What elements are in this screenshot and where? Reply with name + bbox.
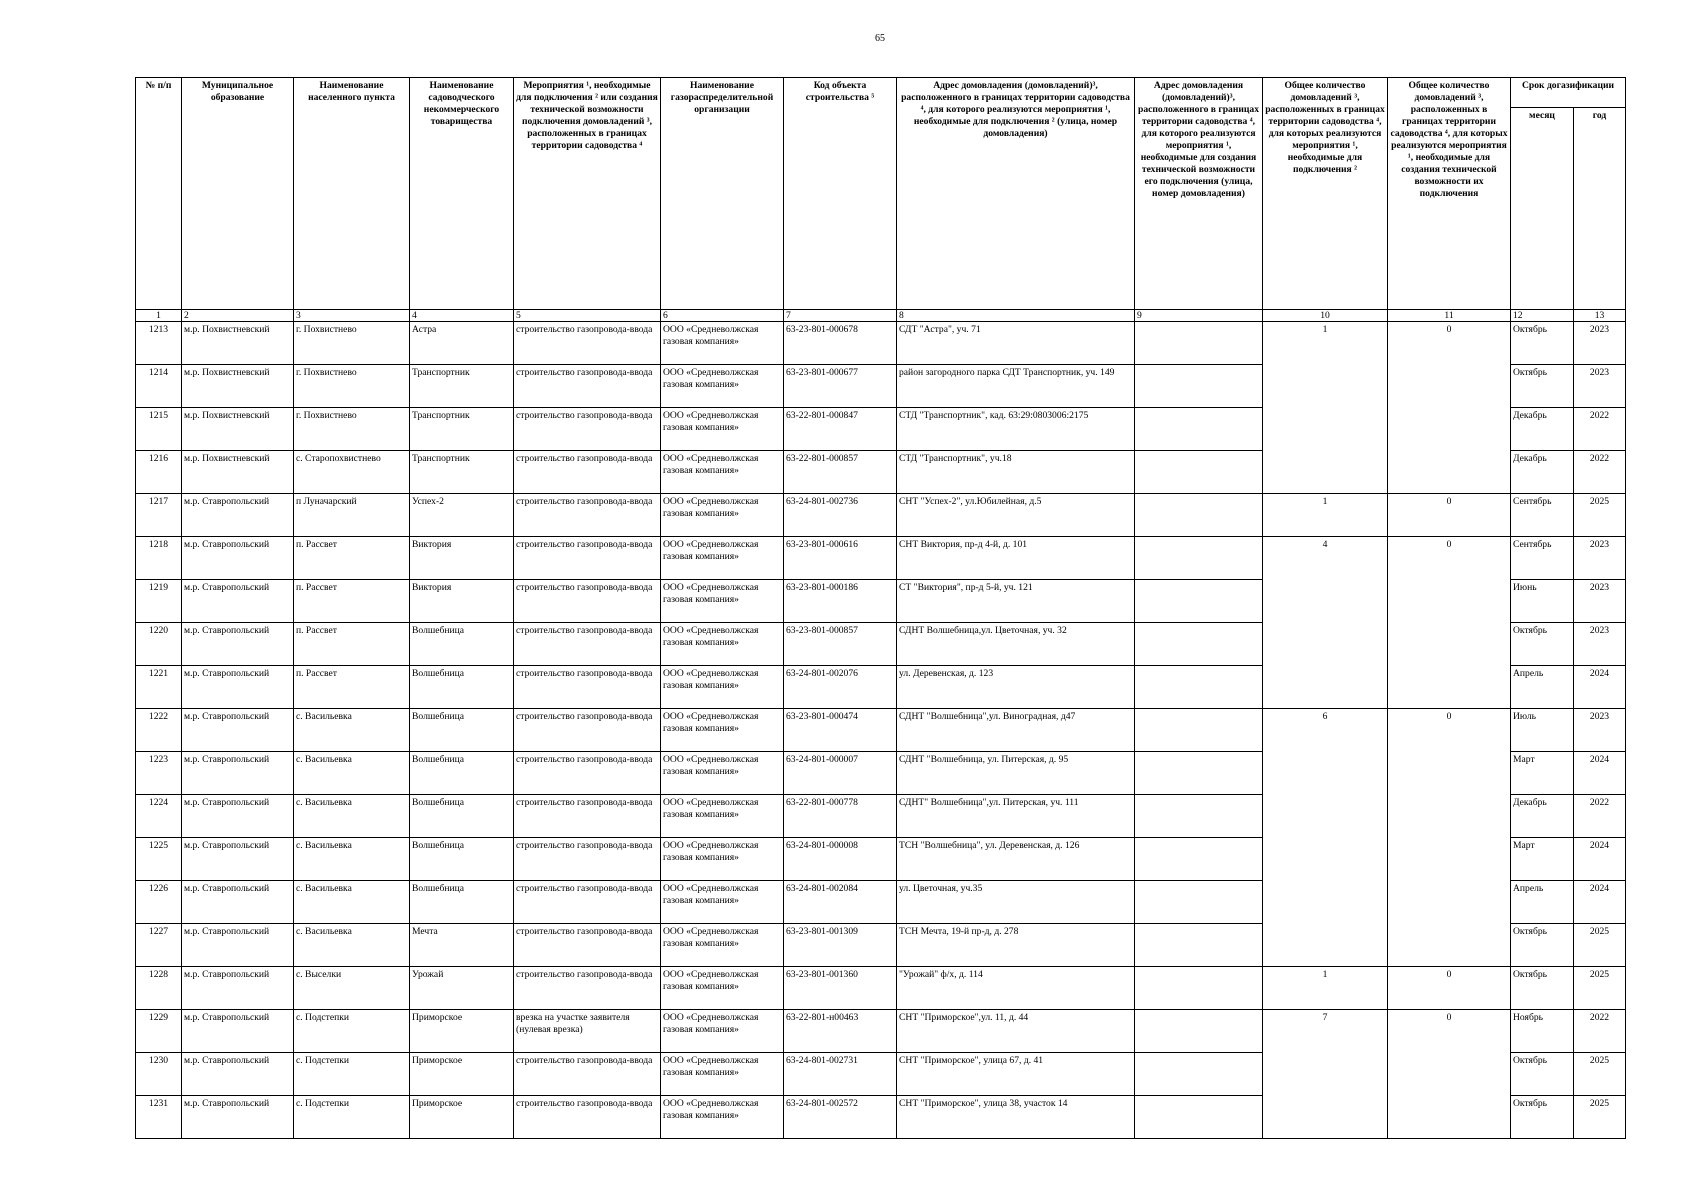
count-tech: 0: [1388, 967, 1511, 1010]
column-number: 8: [897, 310, 1135, 322]
settlement: с. Васильевка: [294, 795, 410, 838]
measure: строительство газопровода-ввода: [514, 623, 661, 666]
column-number: 6: [661, 310, 784, 322]
settlement: с. Подстепки: [294, 1096, 410, 1139]
gasification-month: Июнь: [1511, 580, 1574, 623]
garden-partnership: Приморское: [410, 1096, 514, 1139]
row-number: 1223: [136, 752, 182, 795]
garden-partnership: Астра: [410, 322, 514, 365]
row-number: 1214: [136, 365, 182, 408]
settlement: п. Рассвет: [294, 666, 410, 709]
header-col-1: № п/п: [136, 78, 182, 310]
settlement: п. Рассвет: [294, 623, 410, 666]
municipality: м.р. Ставропольский: [182, 623, 294, 666]
gas-distribution-org: ООО «Средневолжская газовая компания»: [661, 451, 784, 494]
gasification-year: 2022: [1574, 795, 1626, 838]
settlement: с. Васильевка: [294, 709, 410, 752]
column-number: 12: [1511, 310, 1574, 322]
garden-partnership: Транспортник: [410, 408, 514, 451]
column-number: 2: [182, 310, 294, 322]
gas-distribution-org: ООО «Средневолжская газовая компания»: [661, 795, 784, 838]
garden-partnership: Волшебница: [410, 709, 514, 752]
gasification-month: Март: [1511, 838, 1574, 881]
object-code: 63-24-801-002731: [784, 1053, 897, 1096]
household-address-connect: СТД "Транспортник", кад. 63:29:0803006:2175: [897, 408, 1135, 451]
garden-partnership: Транспортник: [410, 365, 514, 408]
gasification-month: Октябрь: [1511, 1096, 1574, 1139]
row-number: 1218: [136, 537, 182, 580]
gas-distribution-org: ООО «Средневолжская газовая компания»: [661, 1096, 784, 1139]
household-address-tech: [1135, 322, 1263, 365]
household-address-tech: [1135, 623, 1263, 666]
object-code: 63-24-801-000007: [784, 752, 897, 795]
garden-partnership: Волшебница: [410, 881, 514, 924]
row-number: 1229: [136, 1010, 182, 1053]
header-col-5: Мероприятия ¹, необходимые для подключения ² или создания технической возможности подключения домовладений ³, расположенных в границах территории садоводства ⁴: [514, 78, 661, 310]
gasification-year: 2023: [1574, 709, 1626, 752]
object-code: 63-22-801-000778: [784, 795, 897, 838]
table-row: [136, 537, 1626, 580]
household-address-tech: [1135, 881, 1263, 924]
settlement: г. Похвистнево: [294, 365, 410, 408]
household-address-connect: СДНТ Волшебница,ул. Цветочная, уч. 32: [897, 623, 1135, 666]
municipality: м.р. Ставропольский: [182, 1053, 294, 1096]
measure: строительство газопровода-ввода: [514, 580, 661, 623]
household-address-connect: СДНТ" Волшебница",ул. Питерская, уч. 111: [897, 795, 1135, 838]
gas-distribution-org: ООО «Средневолжская газовая компания»: [661, 1010, 784, 1053]
header-col-7: Код объекта строительства ⁵: [784, 78, 897, 310]
settlement: с. Выселки: [294, 967, 410, 1010]
municipality: м.р. Ставропольский: [182, 967, 294, 1010]
object-code: 63-24-801-002076: [784, 666, 897, 709]
gasification-month: Октябрь: [1511, 322, 1574, 365]
garden-partnership: Волшебница: [410, 666, 514, 709]
gas-distribution-org: ООО «Средневолжская газовая компания»: [661, 322, 784, 365]
measure: строительство газопровода-ввода: [514, 365, 661, 408]
gasification-month: Октябрь: [1511, 967, 1574, 1010]
garden-partnership: Приморское: [410, 1010, 514, 1053]
gas-distribution-org: ООО «Средневолжская газовая компания»: [661, 666, 784, 709]
gasification-year: 2022: [1574, 1010, 1626, 1053]
object-code: 63-23-801-001309: [784, 924, 897, 967]
object-code: 63-22-801-000847: [784, 408, 897, 451]
column-number: 4: [410, 310, 514, 322]
gas-distribution-org: ООО «Средневолжская газовая компания»: [661, 408, 784, 451]
header-col-12: месяц: [1511, 108, 1574, 310]
object-code: 63-22-801-н00463: [784, 1010, 897, 1053]
household-address-connect: СНТ "Приморское", улица 67, д. 41: [897, 1053, 1135, 1096]
page-number: 65: [875, 33, 885, 44]
count-connect: 1: [1263, 322, 1388, 494]
header-col-2: Муниципальное образование: [182, 78, 294, 310]
count-connect: 4: [1263, 537, 1388, 709]
household-address-tech: [1135, 795, 1263, 838]
row-number: 1219: [136, 580, 182, 623]
header-col-3: Наименование населенного пункта: [294, 78, 410, 310]
settlement: с. Старопохвистнево: [294, 451, 410, 494]
settlement: с. Васильевка: [294, 881, 410, 924]
garden-partnership: Мечта: [410, 924, 514, 967]
household-address-tech: [1135, 924, 1263, 967]
municipality: м.р. Ставропольский: [182, 494, 294, 537]
row-number: 1220: [136, 623, 182, 666]
gasification-year: 2023: [1574, 365, 1626, 408]
municipality: м.р. Похвистневский: [182, 322, 294, 365]
household-address-tech: [1135, 580, 1263, 623]
household-address-tech: [1135, 752, 1263, 795]
municipality: м.р. Ставропольский: [182, 795, 294, 838]
settlement: с. Васильевка: [294, 924, 410, 967]
header-col-13: год: [1574, 108, 1626, 310]
municipality: м.р. Ставропольский: [182, 881, 294, 924]
table-row: [136, 322, 1626, 365]
measure: строительство газопровода-ввода: [514, 408, 661, 451]
household-address-tech: [1135, 1053, 1263, 1096]
gasification-month: Октябрь: [1511, 365, 1574, 408]
gas-distribution-org: ООО «Средневолжская газовая компания»: [661, 623, 784, 666]
measure: строительство газопровода-ввода: [514, 1096, 661, 1139]
row-number: 1224: [136, 795, 182, 838]
household-address-connect: СНТ Виктория, пр-д 4-й, д. 101: [897, 537, 1135, 580]
header-gasification-term: Срок догазификации: [1511, 78, 1626, 108]
garden-partnership: Волшебница: [410, 838, 514, 881]
gasification-year: 2024: [1574, 666, 1626, 709]
household-address-connect: СНТ "Успех-2", ул.Юбилейная, д.5: [897, 494, 1135, 537]
measure: строительство газопровода-ввода: [514, 967, 661, 1010]
column-number: 13: [1574, 310, 1626, 322]
measure: строительство газопровода-ввода: [514, 881, 661, 924]
settlement: п. Рассвет: [294, 537, 410, 580]
gasification-year: 2025: [1574, 924, 1626, 967]
measure: строительство газопровода-ввода: [514, 451, 661, 494]
measure: строительство газопровода-ввода: [514, 709, 661, 752]
household-address-connect: ул. Цветочная, уч.35: [897, 881, 1135, 924]
household-address-connect: ТСН Мечта, 19-й пр-д, д. 278: [897, 924, 1135, 967]
household-address-connect: СДНТ "Волшебница",ул. Виноградная, д47: [897, 709, 1135, 752]
header-row: [136, 78, 1626, 108]
gasification-year: 2024: [1574, 752, 1626, 795]
gasification-month: Октябрь: [1511, 924, 1574, 967]
table-row: [136, 967, 1626, 1010]
measure: врезка на участке заявителя (нулевая врезка): [514, 1010, 661, 1053]
gasification-month: Июль: [1511, 709, 1574, 752]
household-address-connect: "Урожай" ф/х, д. 114: [897, 967, 1135, 1010]
object-code: 63-23-801-000857: [784, 623, 897, 666]
gasification-table: [135, 77, 1626, 1139]
column-number: 5: [514, 310, 661, 322]
municipality: м.р. Похвистневский: [182, 451, 294, 494]
column-number: 7: [784, 310, 897, 322]
gasification-year: 2025: [1574, 1096, 1626, 1139]
gasification-year: 2022: [1574, 451, 1626, 494]
object-code: 63-22-801-000857: [784, 451, 897, 494]
household-address-tech: [1135, 408, 1263, 451]
gasification-year: 2024: [1574, 838, 1626, 881]
object-code: 63-23-801-000474: [784, 709, 897, 752]
count-connect: 7: [1263, 1010, 1388, 1139]
settlement: с. Васильевка: [294, 752, 410, 795]
table-row: [136, 494, 1626, 537]
gas-distribution-org: ООО «Средневолжская газовая компания»: [661, 838, 784, 881]
header-col-11: Общее количество домовладений ³, расположенных в границах территории садоводства ⁴, для которых реализуются мероприятия ¹, необходимые для создания технической возможности их подключения: [1388, 78, 1511, 310]
measure: строительство газопровода-ввода: [514, 1053, 661, 1096]
header-col-9: Адрес домовладения (домовладений)³, расположенного в границах территории садоводства ⁴, для которого реализуются мероприятия ¹, необходимые для создания технической возможности его подключения (улица, номер домовладения): [1135, 78, 1263, 310]
gasification-year: 2025: [1574, 1053, 1626, 1096]
household-address-connect: СТД "Транспортник", уч.18: [897, 451, 1135, 494]
object-code: 63-23-801-000677: [784, 365, 897, 408]
table-row: [136, 1010, 1626, 1053]
row-number: 1213: [136, 322, 182, 365]
settlement: с. Подстепки: [294, 1010, 410, 1053]
gas-distribution-org: ООО «Средневолжская газовая компания»: [661, 709, 784, 752]
gasification-month: Декабрь: [1511, 795, 1574, 838]
household-address-tech: [1135, 709, 1263, 752]
household-address-tech: [1135, 666, 1263, 709]
object-code: 63-24-801-002084: [784, 881, 897, 924]
settlement: г. Похвистнево: [294, 322, 410, 365]
garden-partnership: Волшебница: [410, 752, 514, 795]
row-number: 1215: [136, 408, 182, 451]
garden-partnership: Урожай: [410, 967, 514, 1010]
gasification-month: Ноябрь: [1511, 1010, 1574, 1053]
municipality: м.р. Ставропольский: [182, 580, 294, 623]
household-address-connect: СНТ "Приморское", улица 38, участок 14: [897, 1096, 1135, 1139]
household-address-tech: [1135, 494, 1263, 537]
household-address-connect: СТ "Виктория", пр-д 5-й, уч. 121: [897, 580, 1135, 623]
count-connect: 6: [1263, 709, 1388, 967]
header-col-10: Общее количество домовладений ³, расположенных в границах территории садоводства ⁴, для которых реализуются мероприятия ¹, необходимые для подключения ²: [1263, 78, 1388, 310]
garden-partnership: Виктория: [410, 580, 514, 623]
household-address-tech: [1135, 537, 1263, 580]
gasification-month: Сентябрь: [1511, 537, 1574, 580]
municipality: м.р. Ставропольский: [182, 537, 294, 580]
municipality: м.р. Ставропольский: [182, 1010, 294, 1053]
gasification-month: Октябрь: [1511, 623, 1574, 666]
gas-distribution-org: ООО «Средневолжская газовая компания»: [661, 365, 784, 408]
header-col-4: Наименование садоводческого некоммерческого товарищества: [410, 78, 514, 310]
municipality: м.р. Ставропольский: [182, 838, 294, 881]
object-code: 63-24-801-002572: [784, 1096, 897, 1139]
object-code: 63-23-801-000678: [784, 322, 897, 365]
household-address-connect: ТСН "Волшебница", ул. Деревенская, д. 126: [897, 838, 1135, 881]
household-address-connect: ул. Деревенская, д. 123: [897, 666, 1135, 709]
settlement: п. Рассвет: [294, 580, 410, 623]
count-tech: 0: [1388, 537, 1511, 709]
row-number: 1221: [136, 666, 182, 709]
header-col-8: Адрес домовладения (домовладений)³, расположенного в границах территории садоводства ⁴, для которого реализуются мероприятия ¹, необходимые для подключения ² (улица, номер домовладения): [897, 78, 1135, 310]
object-code: 63-23-801-001360: [784, 967, 897, 1010]
row-number: 1230: [136, 1053, 182, 1096]
table-row: [136, 709, 1626, 752]
municipality: м.р. Ставропольский: [182, 666, 294, 709]
settlement: п Луначарский: [294, 494, 410, 537]
gasification-year: 2022: [1574, 408, 1626, 451]
column-number: 11: [1388, 310, 1511, 322]
gas-distribution-org: ООО «Средневолжская газовая компания»: [661, 752, 784, 795]
measure: строительство газопровода-ввода: [514, 924, 661, 967]
measure: строительство газопровода-ввода: [514, 494, 661, 537]
count-tech: 0: [1388, 494, 1511, 537]
object-code: 63-23-801-000616: [784, 537, 897, 580]
table-body: [136, 310, 1626, 1139]
row-number: 1216: [136, 451, 182, 494]
gasification-month: Апрель: [1511, 881, 1574, 924]
settlement: с. Васильевка: [294, 838, 410, 881]
household-address-tech: [1135, 451, 1263, 494]
gasification-month: Апрель: [1511, 666, 1574, 709]
column-number: 9: [1135, 310, 1263, 322]
header-col-6: Наименование газораспределительной организации: [661, 78, 784, 310]
gas-distribution-org: ООО «Средневолжская газовая компания»: [661, 494, 784, 537]
gasification-year: 2023: [1574, 322, 1626, 365]
municipality: м.р. Ставропольский: [182, 1096, 294, 1139]
garden-partnership: Волшебница: [410, 795, 514, 838]
gasification-year: 2023: [1574, 623, 1626, 666]
municipality: м.р. Ставропольский: [182, 924, 294, 967]
gasification-year: 2025: [1574, 494, 1626, 537]
row-number: 1226: [136, 881, 182, 924]
gas-distribution-org: ООО «Средневолжская газовая компания»: [661, 580, 784, 623]
object-code: 63-23-801-000186: [784, 580, 897, 623]
column-number: 3: [294, 310, 410, 322]
count-connect: 1: [1263, 967, 1388, 1010]
measure: строительство газопровода-ввода: [514, 666, 661, 709]
household-address-tech: [1135, 967, 1263, 1010]
garden-partnership: Волшебница: [410, 623, 514, 666]
gasification-month: Сентябрь: [1511, 494, 1574, 537]
household-address-connect: СДТ "Астра", уч. 71: [897, 322, 1135, 365]
count-tech: 0: [1388, 709, 1511, 967]
row-number: 1231: [136, 1096, 182, 1139]
settlement: г. Похвистнево: [294, 408, 410, 451]
measure: строительство газопровода-ввода: [514, 322, 661, 365]
column-number: 10: [1263, 310, 1388, 322]
household-address-connect: район загородного парка СДТ Транспортник, уч. 149: [897, 365, 1135, 408]
municipality: м.р. Ставропольский: [182, 752, 294, 795]
garden-partnership: Виктория: [410, 537, 514, 580]
household-address-tech: [1135, 365, 1263, 408]
row-number: 1222: [136, 709, 182, 752]
gas-distribution-org: ООО «Средневолжская газовая компания»: [661, 537, 784, 580]
gasification-month: Октябрь: [1511, 1053, 1574, 1096]
gasification-month: Март: [1511, 752, 1574, 795]
gasification-month: Декабрь: [1511, 408, 1574, 451]
municipality: м.р. Ставропольский: [182, 709, 294, 752]
settlement: с. Подстепки: [294, 1053, 410, 1096]
household-address-tech: [1135, 838, 1263, 881]
gasification-year: 2023: [1574, 580, 1626, 623]
municipality: м.р. Похвистневский: [182, 408, 294, 451]
count-tech: 0: [1388, 322, 1511, 494]
object-code: 63-24-801-000008: [784, 838, 897, 881]
gasification-month: Декабрь: [1511, 451, 1574, 494]
row-number: 1225: [136, 838, 182, 881]
municipality: м.р. Похвистневский: [182, 365, 294, 408]
gasification-year: 2023: [1574, 537, 1626, 580]
household-address-tech: [1135, 1010, 1263, 1053]
column-number-row: [136, 310, 1626, 322]
count-connect: 1: [1263, 494, 1388, 537]
gas-distribution-org: ООО «Средневолжская газовая компания»: [661, 967, 784, 1010]
gas-distribution-org: ООО «Средневолжская газовая компания»: [661, 1053, 784, 1096]
household-address-connect: СДНТ "Волшебница, ул. Питерская, д. 95: [897, 752, 1135, 795]
row-number: 1228: [136, 967, 182, 1010]
gasification-year: 2025: [1574, 967, 1626, 1010]
gas-distribution-org: ООО «Средневолжская газовая компания»: [661, 924, 784, 967]
measure: строительство газопровода-ввода: [514, 537, 661, 580]
gas-distribution-org: ООО «Средневолжская газовая компания»: [661, 881, 784, 924]
garden-partnership: Приморское: [410, 1053, 514, 1096]
garden-partnership: Успех-2: [410, 494, 514, 537]
count-tech: 0: [1388, 1010, 1511, 1139]
row-number: 1217: [136, 494, 182, 537]
household-address-tech: [1135, 1096, 1263, 1139]
household-address-connect: СНТ "Приморское",ул. 11, д. 44: [897, 1010, 1135, 1053]
row-number: 1227: [136, 924, 182, 967]
object-code: 63-24-801-002736: [784, 494, 897, 537]
column-number: 1: [136, 310, 182, 322]
gasification-year: 2024: [1574, 881, 1626, 924]
garden-partnership: Транспортник: [410, 451, 514, 494]
measure: строительство газопровода-ввода: [514, 838, 661, 881]
measure: строительство газопровода-ввода: [514, 795, 661, 838]
measure: строительство газопровода-ввода: [514, 752, 661, 795]
